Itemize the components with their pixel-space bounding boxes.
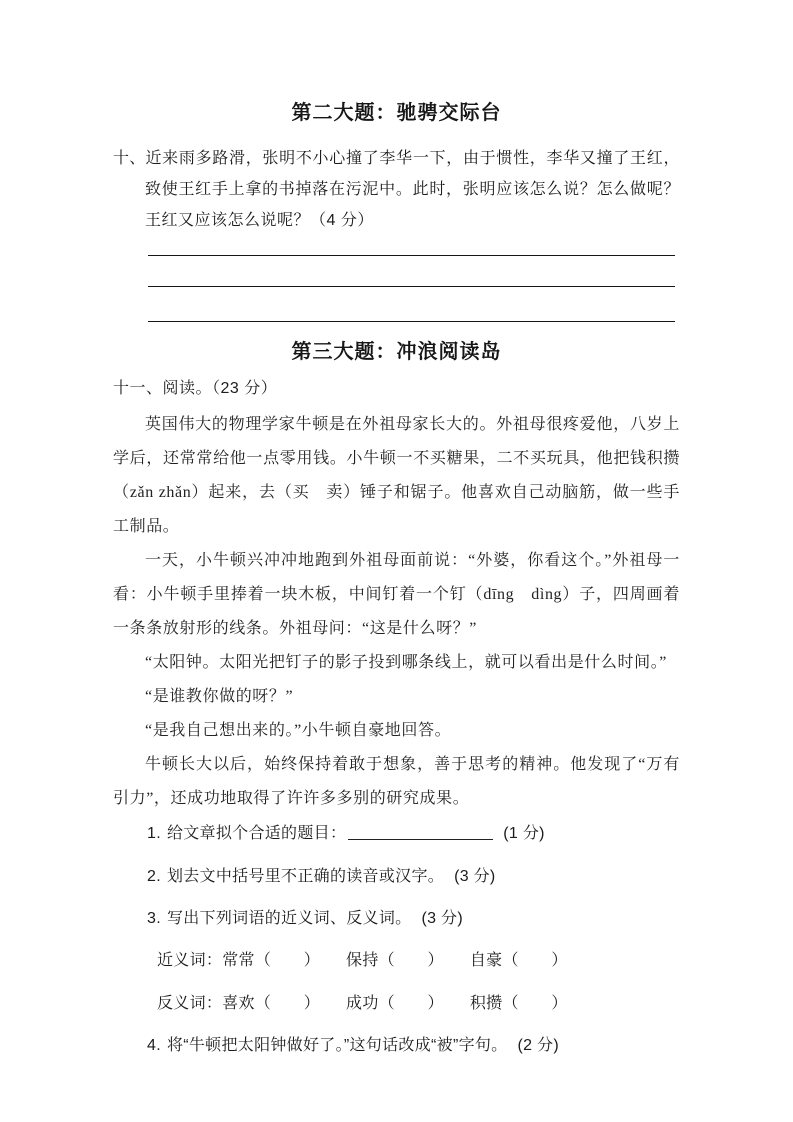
synonym-row-label: 近义词：: [157, 952, 223, 969]
sub-question-2-score: (3 分): [454, 868, 496, 885]
sub-question-3-text: 写出下列词语的近义词、反义词。: [166, 910, 412, 927]
antonym-row: [157, 989, 680, 1019]
sub-question-3-score: (3 分): [421, 910, 463, 927]
passage-paragraph-3: “太阳钟。太阳光把钉子的影子投到哪条线上，就可以看出是什么时间。”: [145, 654, 668, 671]
antonym-blank-2: （ ）: [378, 995, 444, 1012]
sub-question-4-text: 将“牛顿把太阳钟做好了。”这句话改成“被”字句。: [166, 1037, 508, 1054]
antonym-blank-1: （ ）: [254, 995, 321, 1012]
question-10-number: 十、: [113, 150, 146, 167]
synonym-blank-3: （ ）: [502, 952, 568, 969]
synonym-blank-1: （ ）: [254, 952, 321, 969]
answer-rule-line-3: [148, 321, 675, 322]
passage-paragraph-1: 英国伟大的物理学家牛顿是在外祖母家长大的。外祖母很疼爱他，八岁上学后，还常常给他一点零用钱。小牛顿一不买糖果，二不买玩具，他把钱积攒（zǎn zhǎn）起来，去（买 卖）锤子和锯子。他喜欢自己动脑筋，做一些手工制品。: [113, 416, 680, 535]
sub-question-1-text: 给文章拟个合适的题目：: [166, 825, 347, 842]
sub-question-4-score: (2 分): [517, 1037, 559, 1054]
antonym-word-2: 成功: [346, 995, 379, 1012]
answer-rule-line-1: [148, 255, 675, 256]
antonym-row-label: 反义词：: [157, 995, 223, 1012]
sub-question-4: [147, 1031, 680, 1061]
synonym-word-1: 常常: [222, 952, 255, 969]
answer-rule-line-2: [148, 286, 675, 287]
synonym-word-2: 保持: [346, 952, 379, 969]
reading-passage: [113, 408, 680, 816]
sub-question-4-number: 4.: [147, 1037, 161, 1054]
sub-question-3-number: 3.: [147, 910, 161, 927]
passage-paragraph-6: 牛顿长大以后，始终保持着敢于想象，善于思考的精神。他发现了“万有引力”，还成功地取得了许许多多别的研究成果。: [113, 756, 680, 807]
sub-question-2-text: 划去文中括号里不正确的读音或汉字。: [166, 868, 445, 885]
sub-question-3: [147, 904, 680, 934]
passage-paragraph-4: “是谁教你做的呀？”: [145, 688, 294, 705]
passage-paragraph-2: 一天，小牛顿兴冲冲地跑到外祖母面前说：“外婆，你看这个。”外祖母一看：小牛顿手里捧着一块木板，中间钉着一个钉（dīng dìng）子，四周画着一条条放射形的线条。外祖母问：“这是什么呀？”: [113, 552, 680, 637]
sub-question-1-number: 1.: [147, 825, 161, 842]
synonym-row: [157, 946, 680, 976]
question-10: [113, 143, 680, 236]
question-10-text: 近来雨多路滑，张明不小心撞了李华一下，由于惯性，李华又撞了王红，致使王红手上拿的书掉落在污泥中。此时，张明应该怎么说？怎么做呢？王红又应该怎么说呢？（4 分）: [145, 150, 680, 229]
antonym-word-3: 积攒: [469, 995, 503, 1012]
synonym-blank-2: （ ）: [378, 952, 444, 969]
sub-question-1-score: (1 分): [503, 825, 545, 842]
antonym-blank-3: （ ）: [502, 995, 568, 1012]
passage-paragraph-5: “是我自己想出来的。”小牛顿自豪地回答。: [145, 722, 452, 739]
synonym-word-3: 自豪: [469, 952, 503, 969]
section2-title: 第二大题：驰骋交际台: [291, 102, 502, 124]
sub-question-1: [147, 819, 680, 849]
antonym-word-1: 喜欢: [222, 995, 255, 1012]
question-11-heading: 十一、阅读。（23 分）: [113, 380, 278, 397]
sub-question-2: [147, 862, 680, 892]
sub-question-2-number: 2.: [147, 868, 161, 885]
title-answer-blank: [348, 825, 493, 840]
section3-title: 第三大题：冲浪阅读岛: [291, 341, 502, 363]
